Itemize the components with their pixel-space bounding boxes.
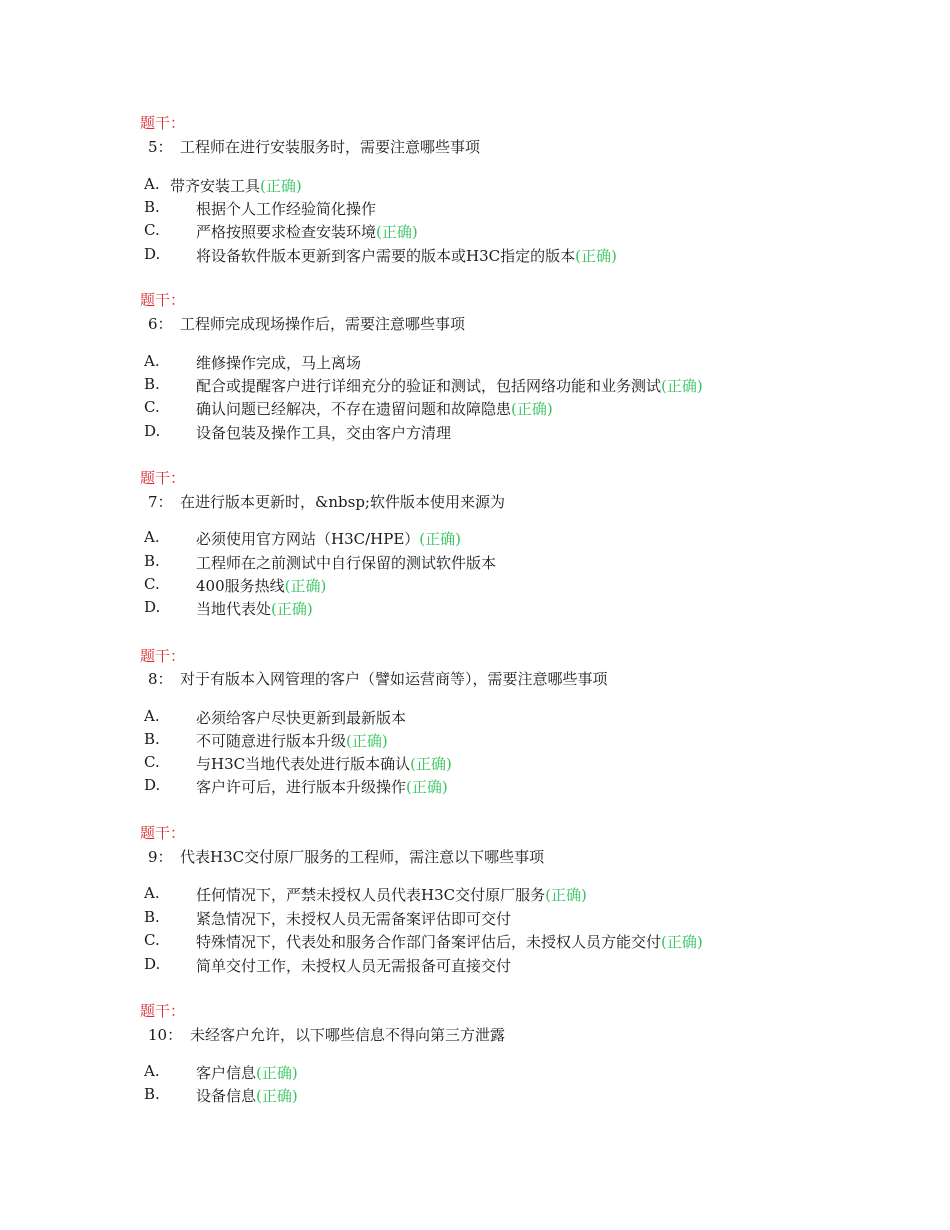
correct-mark: (正确) <box>410 755 452 773</box>
question-number: 5： <box>148 138 173 156</box>
option-text <box>196 352 361 373</box>
option-text <box>196 776 448 797</box>
option-text <box>196 931 703 952</box>
correct-mark: (正确) <box>406 778 448 796</box>
option-label: 根据个人工作经验简化操作 <box>196 200 377 218</box>
option-label: 带齐安装工具 <box>170 177 261 195</box>
option-text <box>196 198 376 219</box>
stem-label: 题干： <box>140 824 186 842</box>
correct-mark: (正确) <box>419 530 461 548</box>
option-label: 设备信息 <box>196 1087 257 1105</box>
option-letter: D. <box>144 955 161 973</box>
option-text <box>196 245 617 266</box>
option-text <box>196 884 587 905</box>
question-text: 工程师完成现场操作后，需要注意哪些事项 <box>180 315 466 333</box>
option-letter: B. <box>144 552 160 570</box>
stem-label: 题干： <box>140 469 186 487</box>
option-text <box>196 1062 298 1083</box>
option-text <box>196 1085 298 1106</box>
stem-label: 题干： <box>140 1002 186 1020</box>
question-number: 7： <box>148 493 173 511</box>
option-text <box>196 575 326 596</box>
option-letter: C. <box>144 221 160 239</box>
option-text <box>196 398 553 419</box>
correct-mark: (正确) <box>575 247 617 265</box>
option-label: 客户许可后，进行版本升级操作 <box>196 778 407 796</box>
correct-mark: (正确) <box>256 1087 298 1105</box>
option-text <box>196 908 511 929</box>
option-text <box>196 598 313 619</box>
option-label: 简单交付工作，未授权人员无需报备可直接交付 <box>196 957 512 975</box>
option-letter: A. <box>144 175 160 193</box>
option-text <box>170 175 302 196</box>
option-label: 必须给客户尽快更新到最新版本 <box>196 709 407 727</box>
option-text <box>196 221 418 242</box>
stem-label: 题干： <box>140 291 186 309</box>
stem-label: 题干： <box>140 647 186 665</box>
stem-label: 题干： <box>140 114 186 132</box>
correct-mark: (正确) <box>661 933 703 951</box>
option-letter: B. <box>144 1085 160 1103</box>
option-letter: B. <box>144 730 160 748</box>
option-label: 紧急情况下，未授权人员无需备案评估即可交付 <box>196 910 512 928</box>
correct-mark: (正确) <box>271 600 313 618</box>
option-letter: C. <box>144 575 160 593</box>
option-text <box>196 955 511 976</box>
option-text <box>196 730 388 751</box>
option-text <box>196 375 703 396</box>
correct-mark: (正确) <box>260 177 302 195</box>
option-letter: D. <box>144 422 161 440</box>
option-label: 设备包装及操作工具，交由客户方清理 <box>196 424 452 442</box>
correct-mark: (正确) <box>545 886 587 904</box>
option-letter: A. <box>144 884 160 902</box>
option-letter: A. <box>144 707 160 725</box>
option-letter: D. <box>144 776 161 794</box>
option-letter: D. <box>144 598 161 616</box>
option-text <box>196 753 452 774</box>
correct-mark: (正确) <box>346 732 388 750</box>
question-text: 代表H3C交付原厂服务的工程师，需注意以下哪些事项 <box>180 848 545 866</box>
option-label: 必须使用官方网站（H3C/HPE） <box>196 530 420 548</box>
question-number: 9： <box>148 848 173 866</box>
question-text: 对于有版本入网管理的客户（譬如运营商等），需要注意哪些事项 <box>180 670 608 688</box>
option-label: 不可随意进行版本升级 <box>196 732 347 750</box>
option-label: 任何情况下，严禁未授权人员代表H3C交付原厂服务 <box>196 886 546 904</box>
option-label: 当地代表处 <box>196 600 272 618</box>
option-letter: A. <box>144 528 160 546</box>
option-letter: A. <box>144 352 160 370</box>
option-label: 维修操作完成，马上离场 <box>196 354 362 372</box>
option-letter: B. <box>144 198 160 216</box>
option-label: 配合或提醒客户进行详细充分的验证和测试，包括网络功能和业务测试 <box>196 377 662 395</box>
option-label: 工程师在之前测试中自行保留的测试软件版本 <box>196 554 497 572</box>
question-number: 10： <box>148 1026 183 1044</box>
option-text <box>196 707 406 728</box>
option-label: 将设备软件版本更新到客户需要的版本或H3C指定的版本 <box>196 247 576 265</box>
correct-mark: (正确) <box>376 223 418 241</box>
option-text <box>196 528 461 549</box>
option-letter: B. <box>144 375 160 393</box>
option-label: 严格按照要求检查安装环境 <box>196 223 377 241</box>
option-letter: C. <box>144 753 160 771</box>
option-label: 400服务热线 <box>196 577 285 595</box>
option-letter: A. <box>144 1062 160 1080</box>
correct-mark: (正确) <box>284 577 327 595</box>
question-text: 未经客户允许，以下哪些信息不得向第三方泄露 <box>190 1026 506 1044</box>
option-label: 客户信息 <box>196 1064 257 1082</box>
option-label: 特殊情况下，代表处和服务合作部门备案评估后，未授权人员方能交付 <box>196 933 662 951</box>
option-letter: D. <box>144 245 161 263</box>
option-text <box>196 422 451 443</box>
option-label: 确认问题已经解决，不存在遗留问题和故障隐患 <box>196 400 512 418</box>
correct-mark: (正确) <box>661 377 703 395</box>
option-text <box>196 552 496 573</box>
question-number: 6： <box>148 315 173 333</box>
option-letter: C. <box>144 398 160 416</box>
option-letter: C. <box>144 931 160 949</box>
option-letter: B. <box>144 908 160 926</box>
correct-mark: (正确) <box>511 400 553 418</box>
correct-mark: (正确) <box>256 1064 298 1082</box>
question-number: 8： <box>148 670 173 688</box>
question-text: 工程师在进行安装服务时，需要注意哪些事项 <box>180 138 481 156</box>
question-text: 在进行版本更新时，&nbsp;软件版本使用来源为 <box>180 493 505 511</box>
option-label: 与H3C当地代表处进行版本确认 <box>196 755 411 773</box>
